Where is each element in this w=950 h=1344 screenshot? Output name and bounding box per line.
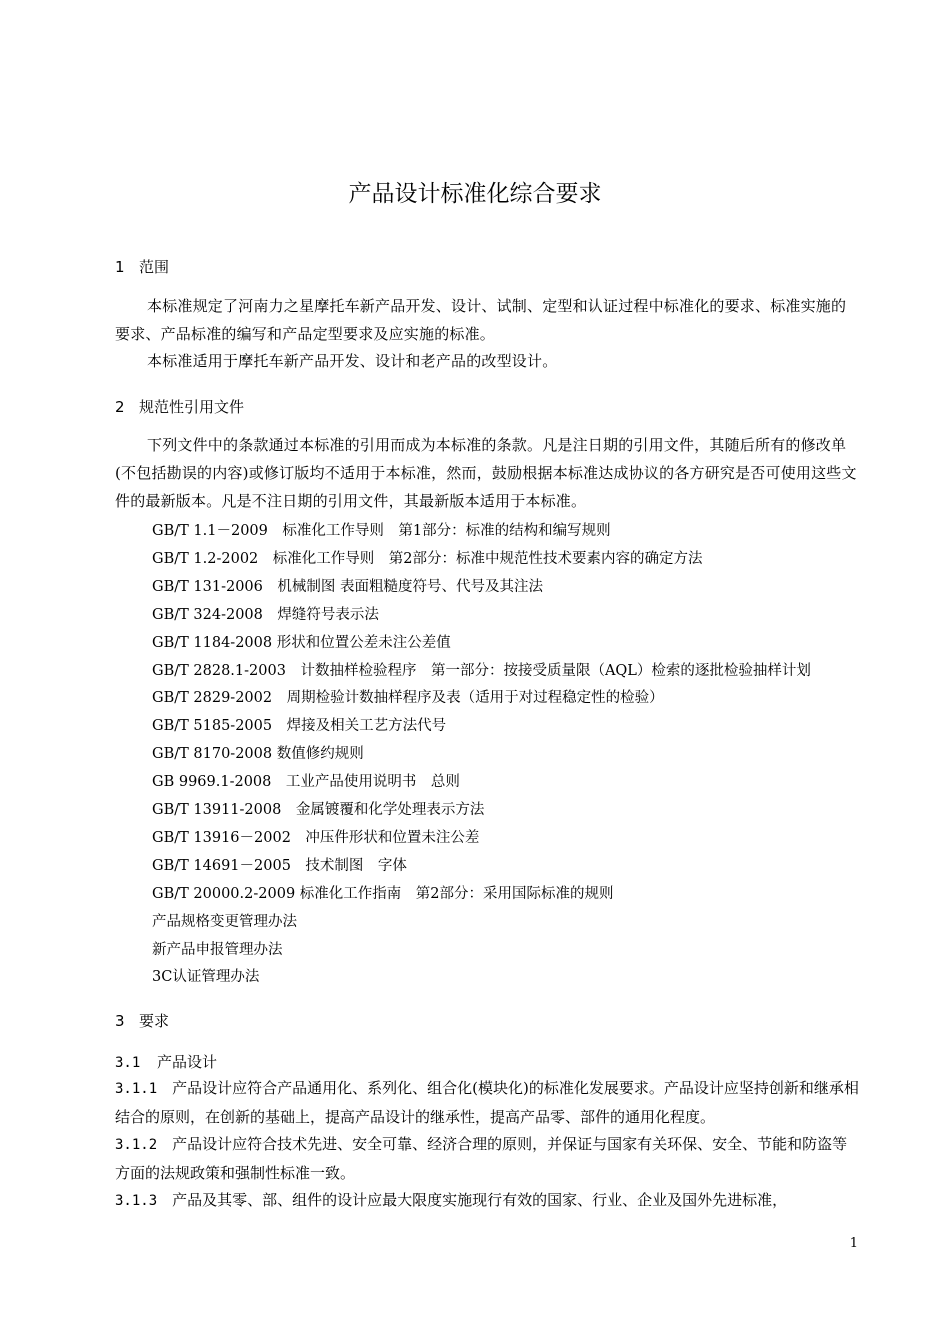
clause-3-1-2 [115,1130,860,1187]
section-title: 规范性引用文件 [139,398,245,416]
clause-number: 3.1.2 [115,1137,158,1153]
clause-3-1-1 [115,1074,860,1131]
paragraph-scope-1: 本标准规定了河南力之星摩托车新产品开发、设计、试制、定型和认证过程中标准化的要求、标准实施的要求、产品标准的编写和产品定型要求及应实施的标准。 [115,297,847,343]
section-title: 要求 [139,1012,170,1030]
reference-item: GB/T 14691－2005 技术制图 字体 [152,857,407,874]
reference-item: GB/T 1184-2008 形状和位置公差未注公差值 [152,634,451,651]
section-number: 2 [115,398,125,416]
document-title: 产品设计标准化综合要求 [348,181,602,207]
reference-item: GB/T 13916－2002 冲压件形状和位置未注公差 [152,829,480,846]
clause-number: 3.1.1 [115,1081,158,1097]
section-heading-2 [115,396,244,417]
page-number: 1 [849,1236,858,1251]
paragraph-scope-2: 本标准适用于摩托车新产品开发、设计和老产品的改型设计。 [147,352,558,370]
reference-item: 产品规格变更管理办法 [152,913,297,930]
reference-item: GB/T 2828.1-2003 计数抽样检验程序 第一部分：按接受质量限（AQL）检索的逐批检验抽样计划 [152,662,811,679]
section-number: 3 [115,1012,125,1030]
subsection-number: 3.1 [115,1055,141,1071]
clause-text: 产品设计应符合技术先进、安全可靠、经济合理的原则，并保证与国家有关环保、安全、节能和防盗等方面的法规政策和强制性标准一致。 [115,1135,848,1182]
reference-item: GB/T 131-2006 机械制图 表面粗糙度符号、代号及其注法 [152,578,543,595]
clause-3-1-3 [115,1186,860,1215]
section-number: 1 [115,258,125,276]
section-heading-1 [115,256,169,277]
reference-item: GB/T 2829-2002 周期检验计数抽样程序及表（适用于对过程稳定性的检验） [152,690,664,707]
subsection-heading-3-1 [115,1051,217,1072]
reference-item: 新产品申报管理办法 [152,941,283,958]
reference-item: GB/T 8170-2008 数值修约规则 [152,746,364,763]
section-heading-3 [115,1010,169,1031]
reference-item: GB 9969.1-2008 工业产品使用说明书 总则 [152,774,460,791]
reference-item: GB/T 13911-2008 金属镀覆和化学处理表示方法 [152,802,485,818]
reference-item: GB/T 20000.2-2009 标准化工作指南 第2部分：采用国际标准的规则 [152,885,614,902]
section-title: 范围 [139,258,170,276]
paragraph-references-intro: 下列文件中的条款通过本标准的引用而成为本标准的条款。凡是注日期的引用文件，其随后所有的修改单(不包括勘误的内容)或修订版均不适用于本标准，然而，鼓励根据本标准达成协议的各方研究是否可使用这些文件的最新版本。凡是不注日期的引用文件，其最新版本适用于本标准。 [115,436,857,510]
reference-item: GB/T 324-2008 焊缝符号表示法 [152,606,379,623]
clause-number: 3.1.3 [115,1193,158,1209]
reference-item: 3C认证管理办法 [152,969,260,986]
reference-item: GB/T 1.2-2002 标准化工作导则 第2部分：标准中规范性技术要素内容的确定方法 [152,550,703,567]
clause-text: 产品及其零、部、组件的设计应最大限度实施现行有效的国家、行业、企业及国外先进标准， [172,1191,788,1209]
subsection-title: 产品设计 [157,1053,218,1071]
clause-text: 产品设计应符合产品通用化、系列化、组合化(模块化)的标准化发展要求。产品设计应坚持创新和继承相结合的原则，在创新的基础上，提高产品设计的继承性，提高产品零、部件的通用化程度。 [115,1079,859,1126]
reference-item: GB/T 1.1－2009 标准化工作导则 第1部分：标准的结构和编写规则 [152,523,611,539]
reference-item: GB/T 5185-2005 焊接及相关工艺方法代号 [152,718,447,735]
